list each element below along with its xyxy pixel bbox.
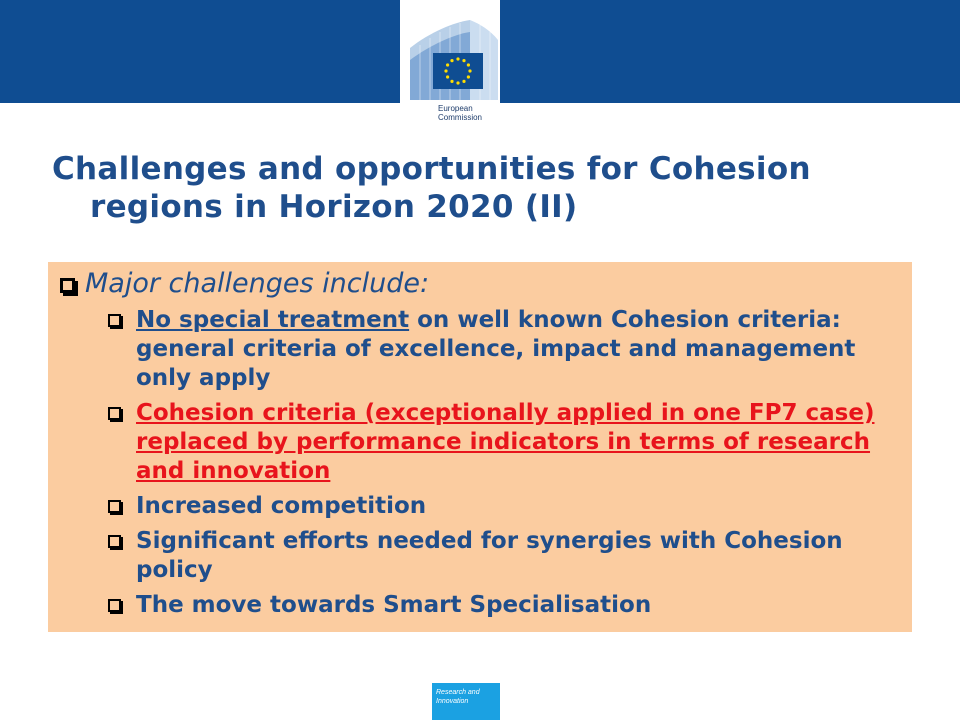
checkbox-bullet-icon bbox=[108, 535, 121, 548]
sub-bullet-1-lead: No special treatment bbox=[136, 307, 410, 333]
title-line-1: Challenges and opportunities for Cohesion bbox=[52, 151, 811, 187]
sub-bullet-3-text: Increased competition bbox=[136, 493, 427, 519]
research-innovation-badge bbox=[432, 683, 500, 720]
title-line-2: regions in Horizon 2020 (II) bbox=[90, 189, 578, 225]
badge-line-1: Research and bbox=[436, 689, 480, 696]
badge-line-2: Innovation bbox=[436, 698, 469, 705]
sub-bullet-4-text: Significant efforts needed for synergies with Cohesion policy bbox=[136, 528, 843, 583]
sub-bullet-1-text: on well known Cohesion criteria: general criteria of excellence, impact and management only apply bbox=[136, 307, 856, 391]
checkbox-bullet-icon bbox=[108, 599, 121, 612]
sub-bullet-1 bbox=[106, 306, 906, 393]
berlaymont-building-icon bbox=[400, 0, 500, 103]
sub-bullet-5 bbox=[106, 591, 906, 620]
sub-bullet-2-text: Cohesion criteria (exceptionally applied in one FP7 case) replaced by performance indicators in terms of research and innovation bbox=[136, 400, 875, 484]
sub-bullet-5-text: The move towards Smart Specialisation bbox=[136, 592, 652, 618]
checkbox-bullet-icon bbox=[108, 314, 121, 327]
logo-line-1: European bbox=[438, 104, 473, 113]
logo-line-2: Commission bbox=[438, 113, 483, 122]
content-box bbox=[48, 262, 912, 632]
sub-bullet-2 bbox=[106, 399, 906, 486]
main-bullet-text: Major challenges include: bbox=[85, 268, 430, 299]
slide-title bbox=[52, 150, 960, 226]
main-bullet bbox=[60, 266, 429, 302]
sub-bullet-list bbox=[106, 306, 906, 620]
checkbox-bullet-icon bbox=[108, 500, 121, 513]
logo-text bbox=[438, 104, 482, 122]
checkbox-bullet-icon bbox=[60, 278, 75, 293]
sub-bullet-4 bbox=[106, 527, 906, 585]
european-commission-logo bbox=[400, 0, 500, 133]
checkbox-bullet-icon bbox=[108, 407, 121, 420]
sub-bullet-3 bbox=[106, 492, 906, 521]
